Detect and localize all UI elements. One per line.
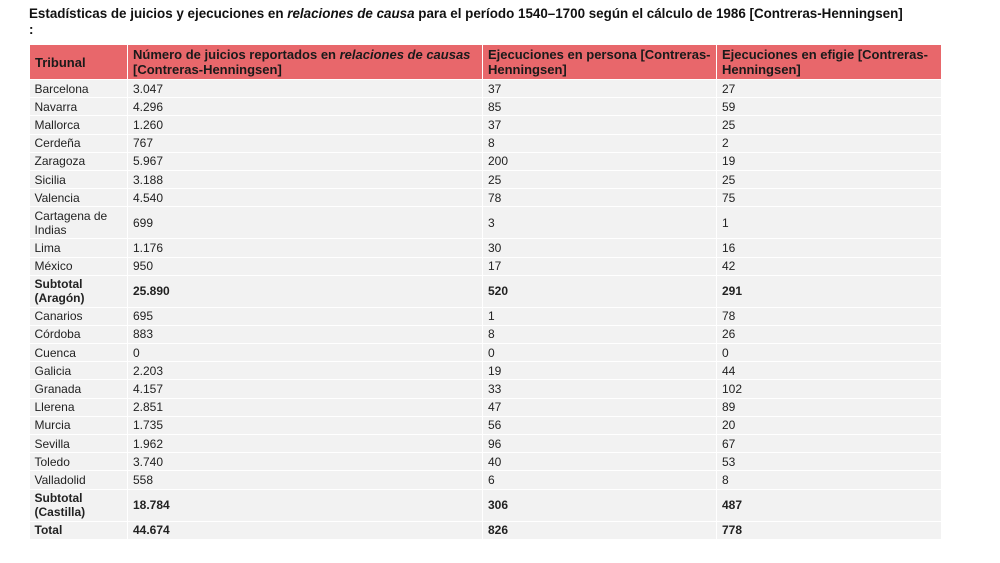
cell-persona: 8 [483, 134, 717, 152]
cell-efigie: 26 [717, 325, 942, 343]
cell-efigie: 19 [717, 152, 942, 170]
caption-text-start: Estadísticas de juicios y ejecuciones en [29, 6, 288, 21]
cell-juicios: 3.188 [128, 170, 483, 188]
cell-persona: 33 [483, 380, 717, 398]
table-row [30, 134, 942, 152]
table-row [30, 521, 942, 539]
cell-tribunal: Total [30, 521, 128, 539]
table-row [30, 453, 942, 471]
cell-efigie: 16 [717, 239, 942, 257]
table-header [30, 45, 942, 80]
cell-juicios: 1.962 [128, 435, 483, 453]
cell-efigie: 0 [717, 344, 942, 362]
cell-tribunal: Valencia [30, 189, 128, 207]
cell-juicios: 695 [128, 307, 483, 325]
cell-persona: 6 [483, 471, 717, 489]
cell-juicios: 4.157 [128, 380, 483, 398]
cell-efigie: 778 [717, 521, 942, 539]
table-row [30, 152, 942, 170]
table-row [30, 416, 942, 434]
table-row [30, 189, 942, 207]
table-row [30, 307, 942, 325]
table-row [30, 398, 942, 416]
cell-tribunal: Barcelona [30, 80, 128, 98]
cell-tribunal: Sevilla [30, 435, 128, 453]
header-efigie: Ejecuciones en efigie [Contreras-Henningsen] [717, 45, 942, 80]
cell-persona: 78 [483, 189, 717, 207]
caption-italic: relaciones de causa [287, 6, 415, 21]
cell-efigie: 25 [717, 170, 942, 188]
cell-persona: 37 [483, 80, 717, 98]
cell-juicios: 767 [128, 134, 483, 152]
cell-persona: 200 [483, 152, 717, 170]
cell-efigie: 25 [717, 116, 942, 134]
cell-persona: 96 [483, 435, 717, 453]
table-row [30, 471, 942, 489]
cell-tribunal: Granada [30, 380, 128, 398]
cell-juicios: 2.203 [128, 362, 483, 380]
cell-juicios: 3.047 [128, 80, 483, 98]
cell-efigie: 8 [717, 471, 942, 489]
table-row [30, 325, 942, 343]
table-row [30, 275, 942, 307]
cell-tribunal: Subtotal (Aragón) [30, 275, 128, 307]
cell-juicios: 4.296 [128, 98, 483, 116]
cell-tribunal: Galicia [30, 362, 128, 380]
cell-persona: 8 [483, 325, 717, 343]
cell-juicios: 25.890 [128, 275, 483, 307]
table-row [30, 435, 942, 453]
cell-efigie: 42 [717, 257, 942, 275]
cell-efigie: 2 [717, 134, 942, 152]
cell-persona: 826 [483, 521, 717, 539]
table-row [30, 380, 942, 398]
table-row [30, 170, 942, 188]
cell-tribunal: Zaragoza [30, 152, 128, 170]
header-juicios-text: Número de juicios reportados en [133, 47, 340, 62]
cell-juicios: 3.740 [128, 453, 483, 471]
cell-juicios: 1.260 [128, 116, 483, 134]
cell-juicios: 950 [128, 257, 483, 275]
cell-efigie: 78 [717, 307, 942, 325]
cell-persona: 47 [483, 398, 717, 416]
table-row [30, 257, 942, 275]
cell-persona: 37 [483, 116, 717, 134]
cell-tribunal: Llerena [30, 398, 128, 416]
cell-efigie: 89 [717, 398, 942, 416]
header-row [30, 45, 942, 80]
cell-efigie: 59 [717, 98, 942, 116]
table-row [30, 239, 942, 257]
cell-efigie: 67 [717, 435, 942, 453]
cell-juicios: 18.784 [128, 489, 483, 521]
cell-efigie: 291 [717, 275, 942, 307]
table-row [30, 80, 942, 98]
cell-efigie: 20 [717, 416, 942, 434]
cell-juicios: 558 [128, 471, 483, 489]
header-juicios [128, 45, 483, 80]
cell-juicios: 44.674 [128, 521, 483, 539]
table-caption [29, 6, 941, 38]
table-row [30, 362, 942, 380]
table-row [30, 207, 942, 239]
cell-juicios: 4.540 [128, 189, 483, 207]
table-row [30, 116, 942, 134]
cell-persona: 85 [483, 98, 717, 116]
header-tribunal: Tribunal [30, 45, 128, 80]
cell-persona: 40 [483, 453, 717, 471]
table-row [30, 98, 942, 116]
cell-efigie: 27 [717, 80, 942, 98]
cell-persona: 0 [483, 344, 717, 362]
cell-juicios: 0 [128, 344, 483, 362]
cell-juicios: 699 [128, 207, 483, 239]
cell-efigie: 44 [717, 362, 942, 380]
cell-persona: 19 [483, 362, 717, 380]
cell-efigie: 53 [717, 453, 942, 471]
cell-persona: 306 [483, 489, 717, 521]
cell-efigie: 1 [717, 207, 942, 239]
cell-tribunal: México [30, 257, 128, 275]
cell-tribunal: Cuenca [30, 344, 128, 362]
content-area [29, 6, 941, 540]
header-juicios-italic: relaciones de causas [339, 47, 471, 62]
table-row [30, 344, 942, 362]
cell-tribunal: Córdoba [30, 325, 128, 343]
cell-tribunal: Mallorca [30, 116, 128, 134]
cell-tribunal: Cartagena de Indias [30, 207, 128, 239]
cell-persona: 520 [483, 275, 717, 307]
caption-colon: : [29, 22, 34, 37]
cell-persona: 3 [483, 207, 717, 239]
cell-tribunal: Valladolid [30, 471, 128, 489]
cell-efigie: 487 [717, 489, 942, 521]
cell-juicios: 1.176 [128, 239, 483, 257]
header-persona: Ejecuciones en persona [Contreras-Henningsen] [483, 45, 717, 80]
cell-tribunal: Toledo [30, 453, 128, 471]
cell-tribunal: Lima [30, 239, 128, 257]
caption-text-end: para el período 1540–1700 según el cálculo de 1986 [Contreras-Henningsen] [414, 6, 903, 21]
cell-persona: 1 [483, 307, 717, 325]
table-body [30, 80, 942, 540]
cell-tribunal: Navarra [30, 98, 128, 116]
cell-efigie: 102 [717, 380, 942, 398]
cell-tribunal: Subtotal (Castilla) [30, 489, 128, 521]
cell-juicios: 1.735 [128, 416, 483, 434]
header-juicios-source: [Contreras-Henningsen] [133, 62, 282, 77]
cell-tribunal: Cerdeña [30, 134, 128, 152]
cell-persona: 25 [483, 170, 717, 188]
cell-tribunal: Sicilia [30, 170, 128, 188]
cell-persona: 30 [483, 239, 717, 257]
cell-efigie: 75 [717, 189, 942, 207]
table-row [30, 489, 942, 521]
cell-tribunal: Murcia [30, 416, 128, 434]
cell-juicios: 5.967 [128, 152, 483, 170]
cell-juicios: 2.851 [128, 398, 483, 416]
cell-tribunal: Canarios [30, 307, 128, 325]
cell-persona: 17 [483, 257, 717, 275]
cell-persona: 56 [483, 416, 717, 434]
cell-juicios: 883 [128, 325, 483, 343]
statistics-table [29, 44, 942, 540]
